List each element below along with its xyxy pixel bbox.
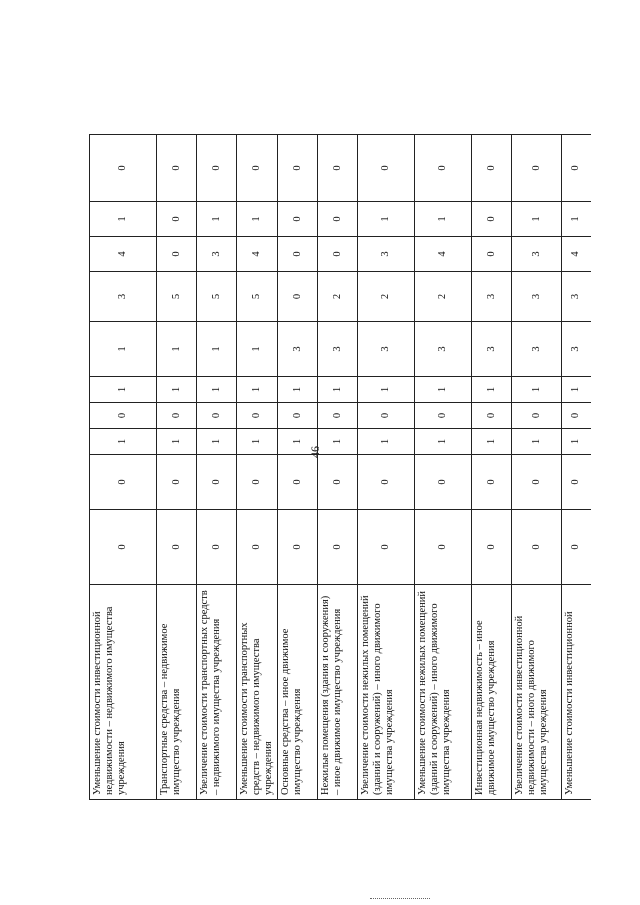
code-digit-cell: 5 bbox=[197, 272, 237, 322]
code-digit-cell: 1 bbox=[562, 429, 591, 455]
code-digit-cell: 0 bbox=[157, 202, 197, 237]
code-digit-cell: 1 bbox=[197, 377, 237, 403]
row-label-cell: Увеличение стоимости нежилых помещений (зданий и сооружений) – иного движимого имущества учреждения bbox=[358, 585, 415, 800]
code-digit-cell: 2 bbox=[318, 272, 358, 322]
code-digit-cell: 0 bbox=[157, 237, 197, 272]
table-row bbox=[90, 135, 157, 800]
code-digit-cell: 0 bbox=[562, 455, 591, 510]
code-digit-cell: 3 bbox=[472, 272, 512, 322]
code-digit-cell: 0 bbox=[197, 403, 237, 429]
row-label-cell: Уменьшение стоимости инвестиционной недвижимости – недвижимого имущества учреждения bbox=[90, 585, 157, 800]
code-digit-cell: 1 bbox=[237, 322, 278, 377]
code-digit-cell: 0 bbox=[358, 403, 415, 429]
code-digit-cell: 1 bbox=[237, 202, 278, 237]
code-digit-cell: 0 bbox=[472, 237, 512, 272]
code-digit-cell: 0 bbox=[472, 202, 512, 237]
code-digit-cell: 1 bbox=[512, 202, 562, 237]
code-digit-cell: 1 bbox=[358, 202, 415, 237]
code-digit-cell: 2 bbox=[415, 272, 472, 322]
code-digit-cell: 0 bbox=[415, 455, 472, 510]
code-digit-cell: 0 bbox=[415, 135, 472, 202]
table-row bbox=[318, 135, 358, 800]
code-digit-cell: 1 bbox=[157, 429, 197, 455]
code-digit-cell: 1 bbox=[278, 377, 318, 403]
code-digit-cell: 0 bbox=[358, 510, 415, 585]
code-digit-cell: 0 bbox=[237, 403, 278, 429]
code-digit-cell: 4 bbox=[90, 237, 157, 272]
table-row bbox=[197, 135, 237, 800]
code-digit-cell: 1 bbox=[237, 377, 278, 403]
page-number: 46 bbox=[308, 446, 322, 458]
table-row bbox=[237, 135, 278, 800]
code-digit-cell: 0 bbox=[237, 135, 278, 202]
code-digit-cell: 1 bbox=[197, 202, 237, 237]
code-digit-cell: 1 bbox=[318, 429, 358, 455]
code-digit-cell: 0 bbox=[90, 135, 157, 202]
code-digit-cell: 1 bbox=[358, 429, 415, 455]
code-digit-cell: 0 bbox=[278, 135, 318, 202]
code-digit-cell: 1 bbox=[90, 377, 157, 403]
table-row bbox=[472, 135, 512, 800]
code-digit-cell: 0 bbox=[472, 510, 512, 585]
row-label-cell: Транспортные средства – недвижимое имущество учреждения bbox=[157, 585, 197, 800]
code-digit-cell: 1 bbox=[415, 377, 472, 403]
row-label-cell: Увеличение стоимости транспортных средств – недвижимого имущества учреждения bbox=[197, 585, 237, 800]
code-digit-cell: 1 bbox=[157, 322, 197, 377]
code-digit-cell: 0 bbox=[90, 403, 157, 429]
code-digit-cell: 0 bbox=[318, 510, 358, 585]
code-digit-cell: 0 bbox=[157, 135, 197, 202]
scan-edge-mark bbox=[370, 898, 430, 901]
code-digit-cell: 3 bbox=[562, 272, 591, 322]
code-digit-cell: 5 bbox=[157, 272, 197, 322]
table-row bbox=[562, 135, 591, 800]
code-digit-cell: 0 bbox=[157, 510, 197, 585]
code-digit-cell: 0 bbox=[237, 510, 278, 585]
code-digit-cell: 1 bbox=[197, 429, 237, 455]
code-digit-cell: 2 bbox=[358, 272, 415, 322]
code-digit-cell: 3 bbox=[512, 322, 562, 377]
code-digit-cell: 0 bbox=[278, 237, 318, 272]
code-digit-cell: 0 bbox=[197, 510, 237, 585]
code-digit-cell: 0 bbox=[90, 455, 157, 510]
code-digit-cell: 4 bbox=[237, 237, 278, 272]
code-digit-cell: 0 bbox=[512, 510, 562, 585]
code-digit-cell: 1 bbox=[237, 429, 278, 455]
code-digit-cell: 0 bbox=[197, 135, 237, 202]
table-row bbox=[415, 135, 472, 800]
code-digit-cell: 1 bbox=[197, 322, 237, 377]
code-digit-cell: 0 bbox=[562, 403, 591, 429]
code-digit-cell: 1 bbox=[472, 429, 512, 455]
code-digit-cell: 3 bbox=[472, 322, 512, 377]
code-digit-cell: 0 bbox=[278, 272, 318, 322]
code-digit-cell: 0 bbox=[318, 403, 358, 429]
row-label-cell: Увеличение стоимости инвестиционной недвижимости – иного движимого имущества учреждения bbox=[512, 585, 562, 800]
code-digit-cell: 0 bbox=[318, 237, 358, 272]
code-digit-cell: 3 bbox=[318, 322, 358, 377]
code-digit-cell: 0 bbox=[318, 202, 358, 237]
table-row bbox=[278, 135, 318, 800]
code-digit-cell: 1 bbox=[90, 322, 157, 377]
code-digit-cell: 0 bbox=[472, 135, 512, 202]
code-digit-cell: 1 bbox=[512, 429, 562, 455]
code-digit-cell: 0 bbox=[358, 135, 415, 202]
code-digit-cell: 0 bbox=[472, 403, 512, 429]
code-digit-cell: 0 bbox=[472, 455, 512, 510]
code-digit-cell: 1 bbox=[358, 377, 415, 403]
code-digit-cell: 1 bbox=[278, 429, 318, 455]
code-digit-cell: 0 bbox=[562, 510, 591, 585]
code-digit-cell: 3 bbox=[512, 237, 562, 272]
code-digit-cell: 1 bbox=[415, 202, 472, 237]
code-digit-cell: 1 bbox=[512, 377, 562, 403]
code-digit-cell: 0 bbox=[415, 510, 472, 585]
code-digit-cell: 0 bbox=[415, 403, 472, 429]
row-label-cell: Основные средства – иное движимое имущество учреждения bbox=[278, 585, 318, 800]
code-digit-cell: 0 bbox=[278, 202, 318, 237]
code-digit-cell: 0 bbox=[278, 403, 318, 429]
code-digit-cell: 5 bbox=[237, 272, 278, 322]
code-digit-cell: 4 bbox=[415, 237, 472, 272]
code-digit-cell: 1 bbox=[562, 202, 591, 237]
code-digit-cell: 1 bbox=[472, 377, 512, 403]
code-digit-cell: 0 bbox=[512, 135, 562, 202]
code-digit-cell: 1 bbox=[415, 429, 472, 455]
code-digit-cell: 3 bbox=[562, 322, 591, 377]
code-digit-cell: 0 bbox=[237, 455, 278, 510]
row-label-cell: Уменьшение стоимости инвестиционной bbox=[562, 585, 591, 800]
code-digit-cell: 0 bbox=[278, 510, 318, 585]
code-digit-cell: 3 bbox=[415, 322, 472, 377]
code-digit-cell: 0 bbox=[318, 135, 358, 202]
code-digit-cell: 3 bbox=[278, 322, 318, 377]
code-digit-cell: 0 bbox=[512, 403, 562, 429]
code-digit-cell: 3 bbox=[358, 322, 415, 377]
row-label-cell: Уменьшение стоимости нежилых помещений (зданий и сооружений) – иного движимого имущества учреждения bbox=[415, 585, 472, 800]
table-row bbox=[358, 135, 415, 800]
code-digit-cell: 1 bbox=[90, 202, 157, 237]
row-label-cell: Нежилые помещения (здания и сооружения) – иное движимое имущество учреждения bbox=[318, 585, 358, 800]
code-digit-cell: 0 bbox=[562, 135, 591, 202]
row-label-cell: Уменьшение стоимости транспортных средств – недвижимого имущества учреждения bbox=[237, 585, 278, 800]
code-digit-cell: 0 bbox=[318, 455, 358, 510]
table-row bbox=[157, 135, 197, 800]
table-row bbox=[512, 135, 562, 800]
code-digit-cell: 3 bbox=[90, 272, 157, 322]
code-digit-cell: 0 bbox=[157, 403, 197, 429]
account-codes-table bbox=[89, 134, 591, 800]
code-digit-cell: 3 bbox=[512, 272, 562, 322]
code-digit-cell: 0 bbox=[197, 455, 237, 510]
code-digit-cell: 0 bbox=[278, 455, 318, 510]
code-digit-cell: 0 bbox=[358, 455, 415, 510]
row-label-cell: Инвестиционная недвижимость – иное движимое имущество учреждения bbox=[472, 585, 512, 800]
code-digit-cell: 0 bbox=[157, 455, 197, 510]
rotated-table-container bbox=[89, 135, 589, 800]
code-digit-cell: 3 bbox=[358, 237, 415, 272]
code-digit-cell: 1 bbox=[90, 429, 157, 455]
code-digit-cell: 0 bbox=[512, 455, 562, 510]
code-digit-cell: 1 bbox=[562, 377, 591, 403]
code-digit-cell: 4 bbox=[562, 237, 591, 272]
code-digit-cell: 0 bbox=[90, 510, 157, 585]
code-digit-cell: 3 bbox=[197, 237, 237, 272]
code-digit-cell: 1 bbox=[318, 377, 358, 403]
code-digit-cell: 1 bbox=[157, 377, 197, 403]
